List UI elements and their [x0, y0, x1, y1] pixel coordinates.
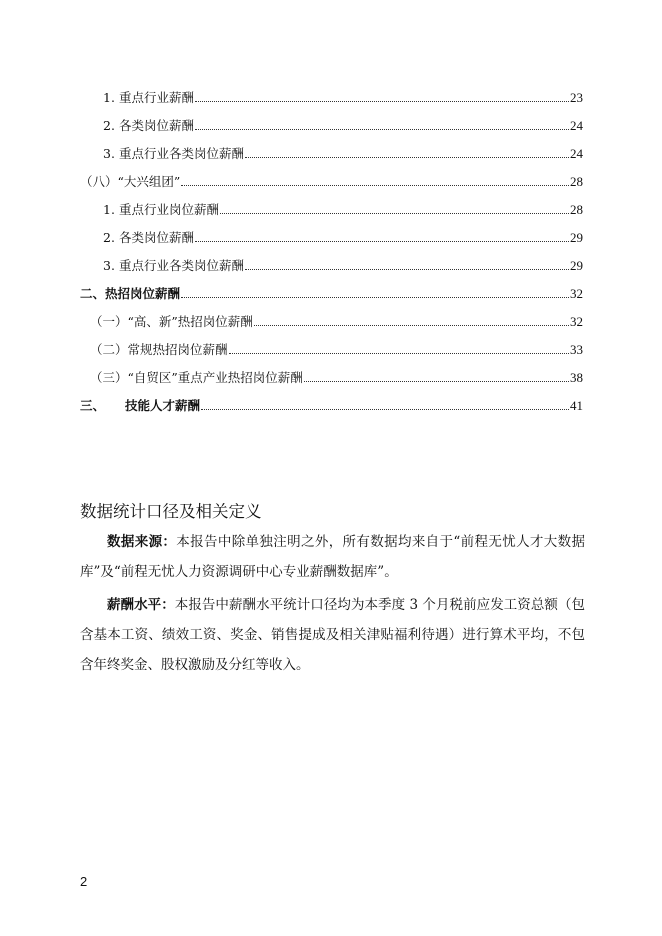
toc-entry-number: 2.	[103, 230, 115, 245]
toc-leader	[245, 269, 569, 270]
toc-entry-page: 28	[570, 202, 583, 217]
toc-entry-page: 23	[570, 90, 583, 105]
toc-leader	[195, 101, 569, 102]
toc-entry-chapter[interactable]	[80, 282, 583, 302]
paragraph-data-source	[80, 527, 585, 587]
toc-entry-page: 33	[570, 342, 583, 357]
toc-entry-page: 24	[570, 118, 583, 133]
toc-entry-number: （三）	[90, 370, 128, 385]
toc-entry-number: 三、	[80, 398, 106, 413]
toc-entry[interactable]	[90, 338, 583, 358]
salary-level-term: 薪酬水平：	[107, 597, 175, 613]
toc-entry-number: 3.	[103, 146, 115, 161]
toc-entry-page: 38	[570, 370, 583, 385]
toc-entry-number: （二）	[90, 342, 128, 357]
toc-entry-label: 重点行业岗位薪酬	[118, 202, 219, 217]
toc-entry-page: 32	[570, 286, 583, 301]
toc-entry-number: 1.	[103, 90, 115, 105]
toc-entry-number: 3.	[103, 258, 115, 273]
toc-entry-label: 热招岗位薪酬	[105, 286, 181, 301]
toc-entry-label: 重点行业各类岗位薪酬	[118, 146, 244, 161]
toc-entry-label: “高、新”热招岗位薪酬	[127, 314, 253, 329]
data-source-text: 本报告中除单独注明之外，所有数据均来自于“前程无忧人才大数据库”及“前程无忧人力资源调研中心专业薪酬数据库”。	[80, 534, 585, 580]
toc-leader	[229, 353, 569, 354]
paragraph-salary-level	[80, 590, 585, 680]
toc-entry-label: 技能人才薪酬	[125, 398, 201, 413]
toc-entry[interactable]	[103, 198, 583, 218]
toc-entry[interactable]	[90, 366, 583, 386]
data-source-term: 数据来源：	[107, 534, 177, 550]
toc-leader	[201, 409, 569, 410]
salary-level-text: 本报告中薪酬水平统计口径均为本季度 3 个月税前应发工资总额（包含基本工资、绩效工资、奖金、销售提成及相关津贴福利待遇）进行算术平均，不包含年终奖金、股权激励及分红等收入。	[80, 597, 586, 673]
toc-leader	[181, 297, 569, 298]
toc-entry-label: 重点行业各类岗位薪酬	[118, 258, 244, 273]
toc-entry-page: 29	[570, 230, 583, 245]
page-number: 2	[80, 874, 88, 889]
toc-entry-page: 29	[570, 258, 583, 273]
toc-leader	[254, 325, 569, 326]
toc-entry-label: 重点行业薪酬	[118, 90, 194, 105]
toc-entry-page: 41	[570, 398, 583, 413]
toc-leader	[195, 241, 569, 242]
toc-entry-chapter[interactable]	[80, 394, 583, 414]
toc-entry-page: 28	[570, 174, 583, 189]
toc-leader	[304, 381, 569, 382]
toc-leader	[220, 213, 569, 214]
section-title: 数据统计口径及相关定义	[80, 502, 262, 521]
toc-entry-label: 常规热招岗位薪酬	[127, 342, 228, 357]
toc-entry-page: 24	[570, 146, 583, 161]
toc-entry-number: （八）	[80, 174, 118, 189]
toc-entry-label: 各类岗位薪酬	[118, 230, 194, 245]
toc-entry[interactable]	[80, 170, 583, 190]
toc-entry-label: “自贸区”重点产业热招岗位薪酬	[127, 370, 303, 385]
toc-leader	[245, 157, 569, 158]
toc-entry-label: “大兴组团”	[117, 174, 181, 189]
toc-entry[interactable]	[103, 254, 583, 274]
toc-entry[interactable]	[103, 114, 583, 134]
toc-entry[interactable]	[90, 310, 583, 330]
toc-entry[interactable]	[103, 142, 583, 162]
toc-leader	[181, 185, 569, 186]
toc-leader	[195, 129, 569, 130]
toc-entry-label: 各类岗位薪酬	[118, 118, 194, 133]
toc-entry[interactable]	[103, 226, 583, 246]
toc-entry-page: 32	[570, 314, 583, 329]
toc-entry-number: （一）	[90, 314, 128, 329]
toc-entry-number: 1.	[103, 202, 115, 217]
toc-entry-number: 二、	[80, 286, 106, 301]
toc-entry-number: 2.	[103, 118, 115, 133]
toc-entry[interactable]	[103, 86, 583, 106]
